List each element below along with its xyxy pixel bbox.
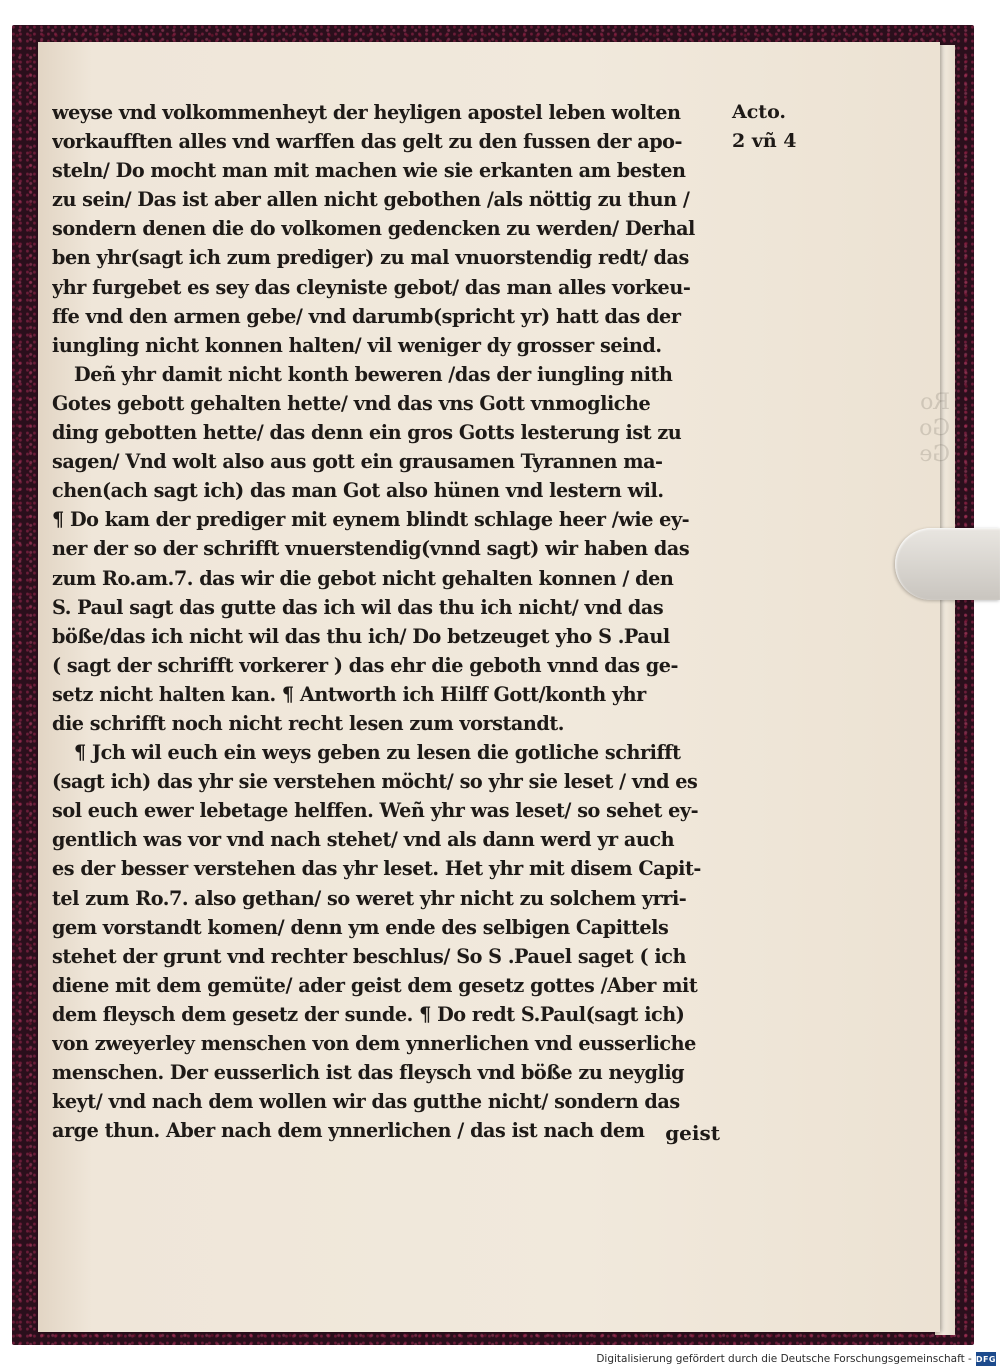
dfg-logo-icon: DFG: [976, 1352, 996, 1366]
text-line: sol euch ewer lebetage helffen. Weñ yhr was leset/ so sehet ey-: [52, 799, 699, 823]
text-line: von zweyerley menschen von dem ynnerlichen vnd eusserliche: [52, 1032, 696, 1055]
text-line: arge thun. Aber nach dem ynnerlichen / das ist nach dem: [52, 1119, 645, 1143]
text-line: ( sagt der schrifft vorkerer ) das ehr die geboth vnnd das ge-: [52, 653, 679, 677]
catchword: geist: [665, 1121, 720, 1145]
text-line: (sagt ich) das yhr sie verstehen möcht/ so yhr sie leset / vnd es: [52, 770, 698, 794]
text-line: stehet der grunt vnd rechter beschlus/ So S .Pauel saget ( ich: [52, 944, 686, 968]
margin-note-line: Acto.: [732, 101, 787, 123]
text-line: menschen. Der eusserlich ist das fleysch vnd böße zu neyglig: [52, 1061, 685, 1085]
text-line: gem vorstandt komen/ denn ym ende des selbigen Capittels: [52, 915, 669, 939]
text-line: böße/das ich nicht wil das thu ich/ Do betzeuget yho S .Paul: [52, 624, 670, 648]
text-line: ¶ Do kam der prediger mit eynem blindt schlage heer /wie ey-: [52, 508, 690, 532]
text-line: iungling nicht konnen halten/ vil weniger dy grosser seind.: [52, 333, 662, 357]
text-line: zum Ro.am.7. das wir die gebot nicht gehalten konnen / den: [52, 566, 674, 590]
text-line: zu sein/ Das ist aber allen nicht gebothen /als nöttig zu thun /: [52, 188, 690, 212]
show-through: Ro Go Ge: [919, 390, 950, 467]
text-line: Deñ yhr damit nicht konth beweren /das der iungling nith: [74, 362, 673, 386]
text-line: ding gebotten hette/ das denn ein gros Gotts lesterung ist zu: [52, 421, 682, 445]
text-line: ffe vnd den armen gebe/ vnd darumb(spricht yr) hatt das der: [52, 304, 681, 328]
text-line: ¶ Jch wil euch ein weys geben zu lesen die gotliche schrifft: [74, 741, 681, 765]
text-line: sondern denen die do volkomen gedencken zu werden/ Derhal: [52, 217, 695, 241]
text-line: keyt/ vnd nach dem wollen wir das gutthe nicht/ sondern das: [52, 1090, 680, 1114]
text-line: yhr furgebet es sey das cleyniste gebot/ das man alles vorkeu-: [52, 275, 691, 299]
text-line: die schrifft noch nicht recht lesen zum vorstandt.: [52, 711, 564, 735]
text-line: steln/ Do mocht man mit machen wie sie erkanten am besten: [52, 159, 686, 183]
text-line: ben yhr(sagt ich zum prediger) zu mal vnuorstendig redt/ das: [52, 246, 689, 270]
text-line: gentlich was vor vnd nach stehet/ vnd als dann werd yr auch: [52, 828, 675, 852]
text-line: S. Paul sagt das gutte das ich wil das thu ich nicht/ vnd das: [52, 595, 664, 619]
text-line: ner der so der schrifft vnuerstendig(vnnd sagt) wir haben das: [52, 537, 690, 561]
text-line: chen(ach sagt ich) das man Got also hünen vnd lestern wil.: [52, 479, 664, 503]
funding-footer: [596, 1349, 1000, 1369]
text-line: setz nicht halten kan. ¶ Antworth ich Hilff Gott/konth yhr: [52, 682, 646, 706]
margin-note: [732, 98, 812, 156]
text-line: dem fleysch dem gesetz der sunde. ¶ Do redt S.Paul(sagt ich): [52, 1002, 685, 1026]
page-turn-tab[interactable]: [895, 528, 1000, 600]
page-text: [52, 98, 717, 1145]
text-line: vorkaufften alles vnd warffen das gelt zu den fussen der apo-: [52, 130, 683, 154]
funding-text: Digitalisierung gefördert durch die Deutsche Forschungsgemeinschaft -: [596, 1353, 972, 1365]
text-line: Gotes gebott gehalten hette/ vnd das vns Gott vnmogliche: [52, 391, 651, 415]
text-line: diene mit dem gemüte/ ader geist dem gesetz gottes /Aber mit: [52, 973, 698, 997]
text-line: sagen/ Vnd wolt also aus gott ein grausamen Tyrannen ma-: [52, 450, 663, 474]
text-line: es der besser verstehen das yhr leset. Het yhr mit disem Capit-: [52, 857, 701, 881]
margin-note-line: 2 vñ 4: [732, 130, 797, 152]
text-line: weyse vnd volkommenheyt der heyligen apostel leben wolten: [52, 101, 681, 124]
text-line: tel zum Ro.7. also gethan/ so weret yhr nicht zu solchem yrri-: [52, 886, 687, 910]
